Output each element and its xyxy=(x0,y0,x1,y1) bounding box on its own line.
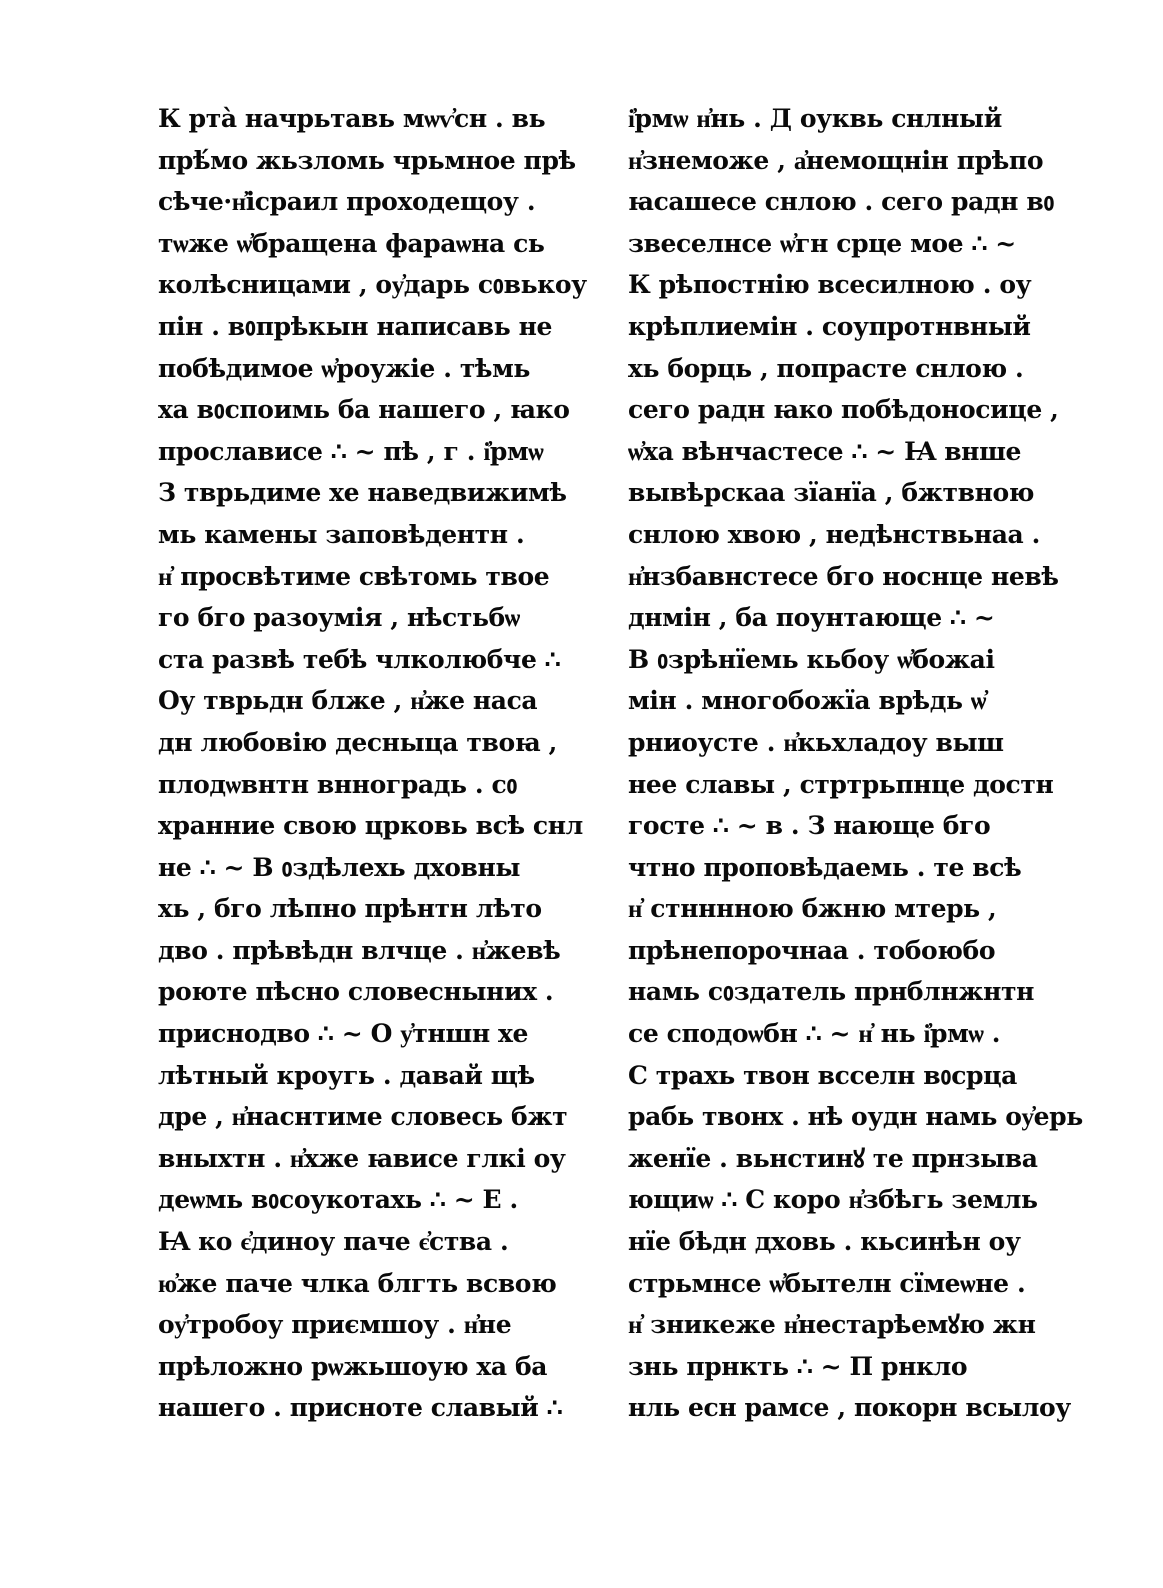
text-line: ѡ҆ха вѣнчастесе ∴ ~ Ꙗ внше xyxy=(628,436,1022,466)
text-line: н҆ стнннною бжню мтерь , xyxy=(628,894,997,924)
text-line: хранние свою црковь всѣ снл xyxy=(158,811,583,841)
text-line: се сподоѡбн ∴ ~ н҆ нь і҆рмѡ . xyxy=(628,1019,1001,1049)
right-text-column xyxy=(628,98,1083,1429)
text-line: дн любовію десныца твоꙗ , xyxy=(158,727,557,757)
left-text-column xyxy=(158,98,587,1429)
text-line: мь камены заповѣдентн . xyxy=(158,519,525,549)
text-line: побѣдимое ѡ҆роужіе . тѣмь xyxy=(158,353,530,383)
text-line: не ∴ ~ В ᲂздѣлехь дховны xyxy=(158,852,521,882)
text-line: К рта̀ начрьтавь мѡѵ҆сн . вь xyxy=(158,104,546,133)
text-line: нашего . присноте славый ∴ xyxy=(158,1393,563,1423)
text-line: прѣнепорочнаа . тобоюбо xyxy=(628,935,996,965)
column-gutter xyxy=(596,0,597,1588)
text-line: сѣче·н҆ісраил проходещоу . xyxy=(158,187,536,217)
text-line: н҆знеможе , а҆немощнін прѣпо xyxy=(628,145,1044,175)
text-line: оу҆тробоу приємшоу . н҆не xyxy=(158,1310,512,1340)
text-line: роюте пѣсно словесныних . xyxy=(158,977,554,1007)
text-line: звеселнсе ѡ҆гн срце мое ∴ ~ xyxy=(628,228,1016,258)
text-line: прослависе ∴ ~ пѣ , г . і҆рмѡ xyxy=(158,436,544,466)
text-line: снлою хвою , недѣнствьнаа . xyxy=(628,519,1040,549)
text-line: н҆ зникеже н҆нестарѣемꙋю жн xyxy=(628,1310,1036,1340)
text-line: ха вᲂспоимь ба нашего , ꙗко xyxy=(158,395,570,425)
text-line: тѡже ѡ҆бращена фараѡна сь xyxy=(158,228,545,258)
text-line: чтно проповѣдаемь . те всѣ xyxy=(628,852,1022,882)
text-line: прѣ́мо жьзломь чрьмное прѣ xyxy=(158,145,576,175)
text-line: нее славы , стртрьпнце достн xyxy=(628,769,1054,799)
text-line: стрьмнсе ѡ҆бытелн сїмеѡне . xyxy=(628,1268,1026,1298)
text-line: нль есн рамсе , покорн всылоу xyxy=(628,1393,1071,1423)
text-line: н҆ просвѣтиме свѣтомь твое xyxy=(158,561,550,591)
text-line: плодѡвнтн внноградь . сᲂ xyxy=(158,769,518,799)
text-line: К рѣпостнію всесилною . оу xyxy=(628,270,1032,300)
text-line: сего радн ꙗко побѣдоносице , xyxy=(628,395,1059,425)
text-line: рабь твонх . нѣ оудн намь оу҆ерь xyxy=(628,1102,1083,1132)
text-line: вывѣрскаа зїанїа , бжтвною xyxy=(628,478,1034,508)
text-line: хь , бго лѣпно прѣнтн лѣто xyxy=(158,894,542,924)
text-line: нїе бѣдн дховь . кьсинѣн оу xyxy=(628,1227,1021,1257)
text-line: дре , н҆наснтиме словесь бжт xyxy=(158,1102,568,1132)
text-line: С трахь твон всселн вᲂсрца xyxy=(628,1060,1017,1090)
text-line: намь сᲂздатель прнблнжнтн xyxy=(628,977,1035,1007)
text-line: З тврьдиме хе наведвижимѣ xyxy=(158,478,567,508)
text-line: Оу тврьдн блже , н҆же наса xyxy=(158,686,538,716)
text-line: ю҆же паче члка блгть всвою xyxy=(158,1268,557,1298)
text-line: колѣсницами , оу҆дарь сᲂвькоу xyxy=(158,270,587,300)
text-line: лѣтный кроугь . давай щѣ xyxy=(158,1060,535,1090)
text-line: пін . вᲂпрѣкын написавь не xyxy=(158,311,553,341)
text-line: рниоусте . н҆кьхладоу выш xyxy=(628,727,1004,757)
text-line: В ᲂзрѣнїемь кьбоу ѡ҆божаі xyxy=(628,644,995,674)
text-line: мін . многобожїа врѣдь ѡ҆ xyxy=(628,686,986,716)
text-line: го бго разоумія , нѣстьбѡ xyxy=(158,603,520,633)
text-line: ющиѡ ∴ С коро н҆збѣгь земль xyxy=(628,1185,1038,1215)
text-line: деѡмь вᲂсоукотахь ∴ ~ Е . xyxy=(158,1185,518,1215)
text-line: дво . прѣвѣдн влчце . н҆жевѣ xyxy=(158,935,561,965)
text-line: ꙗсашесе снлою . сего радн вᲂ xyxy=(628,187,1055,217)
text-line: знь прнкть ∴ ~ П рнкло xyxy=(628,1351,968,1381)
text-line: Ꙗ ко є҆диноу паче є҆ства . xyxy=(158,1227,509,1257)
text-line: ста развѣ тебѣ члколюбче ∴ xyxy=(158,644,561,674)
text-line: женїе . вьнстинꙋ те прнзыва xyxy=(628,1143,1038,1173)
text-line: госте ∴ ~ в . З нающе бго xyxy=(628,811,991,841)
text-line: н҆нзбавнстесе бго носнце невѣ xyxy=(628,561,1059,591)
text-line: днмін , ба поунтающе ∴ ~ xyxy=(628,603,995,633)
text-line: крѣплиемін . соупротнвный xyxy=(628,311,1031,341)
text-line: приснодво ∴ ~ О у҆тншн хе xyxy=(158,1019,529,1049)
text-line: вныхтн . н҆хже ꙗвисе глкі оу xyxy=(158,1143,566,1173)
text-line: прѣложно рѡжьшоую ха ба xyxy=(158,1351,548,1381)
text-line: і҆рмѡ н҆нь . Д оуквь снлный xyxy=(628,104,1002,133)
text-line: хь борць , попрасте снлою . xyxy=(628,353,1024,383)
